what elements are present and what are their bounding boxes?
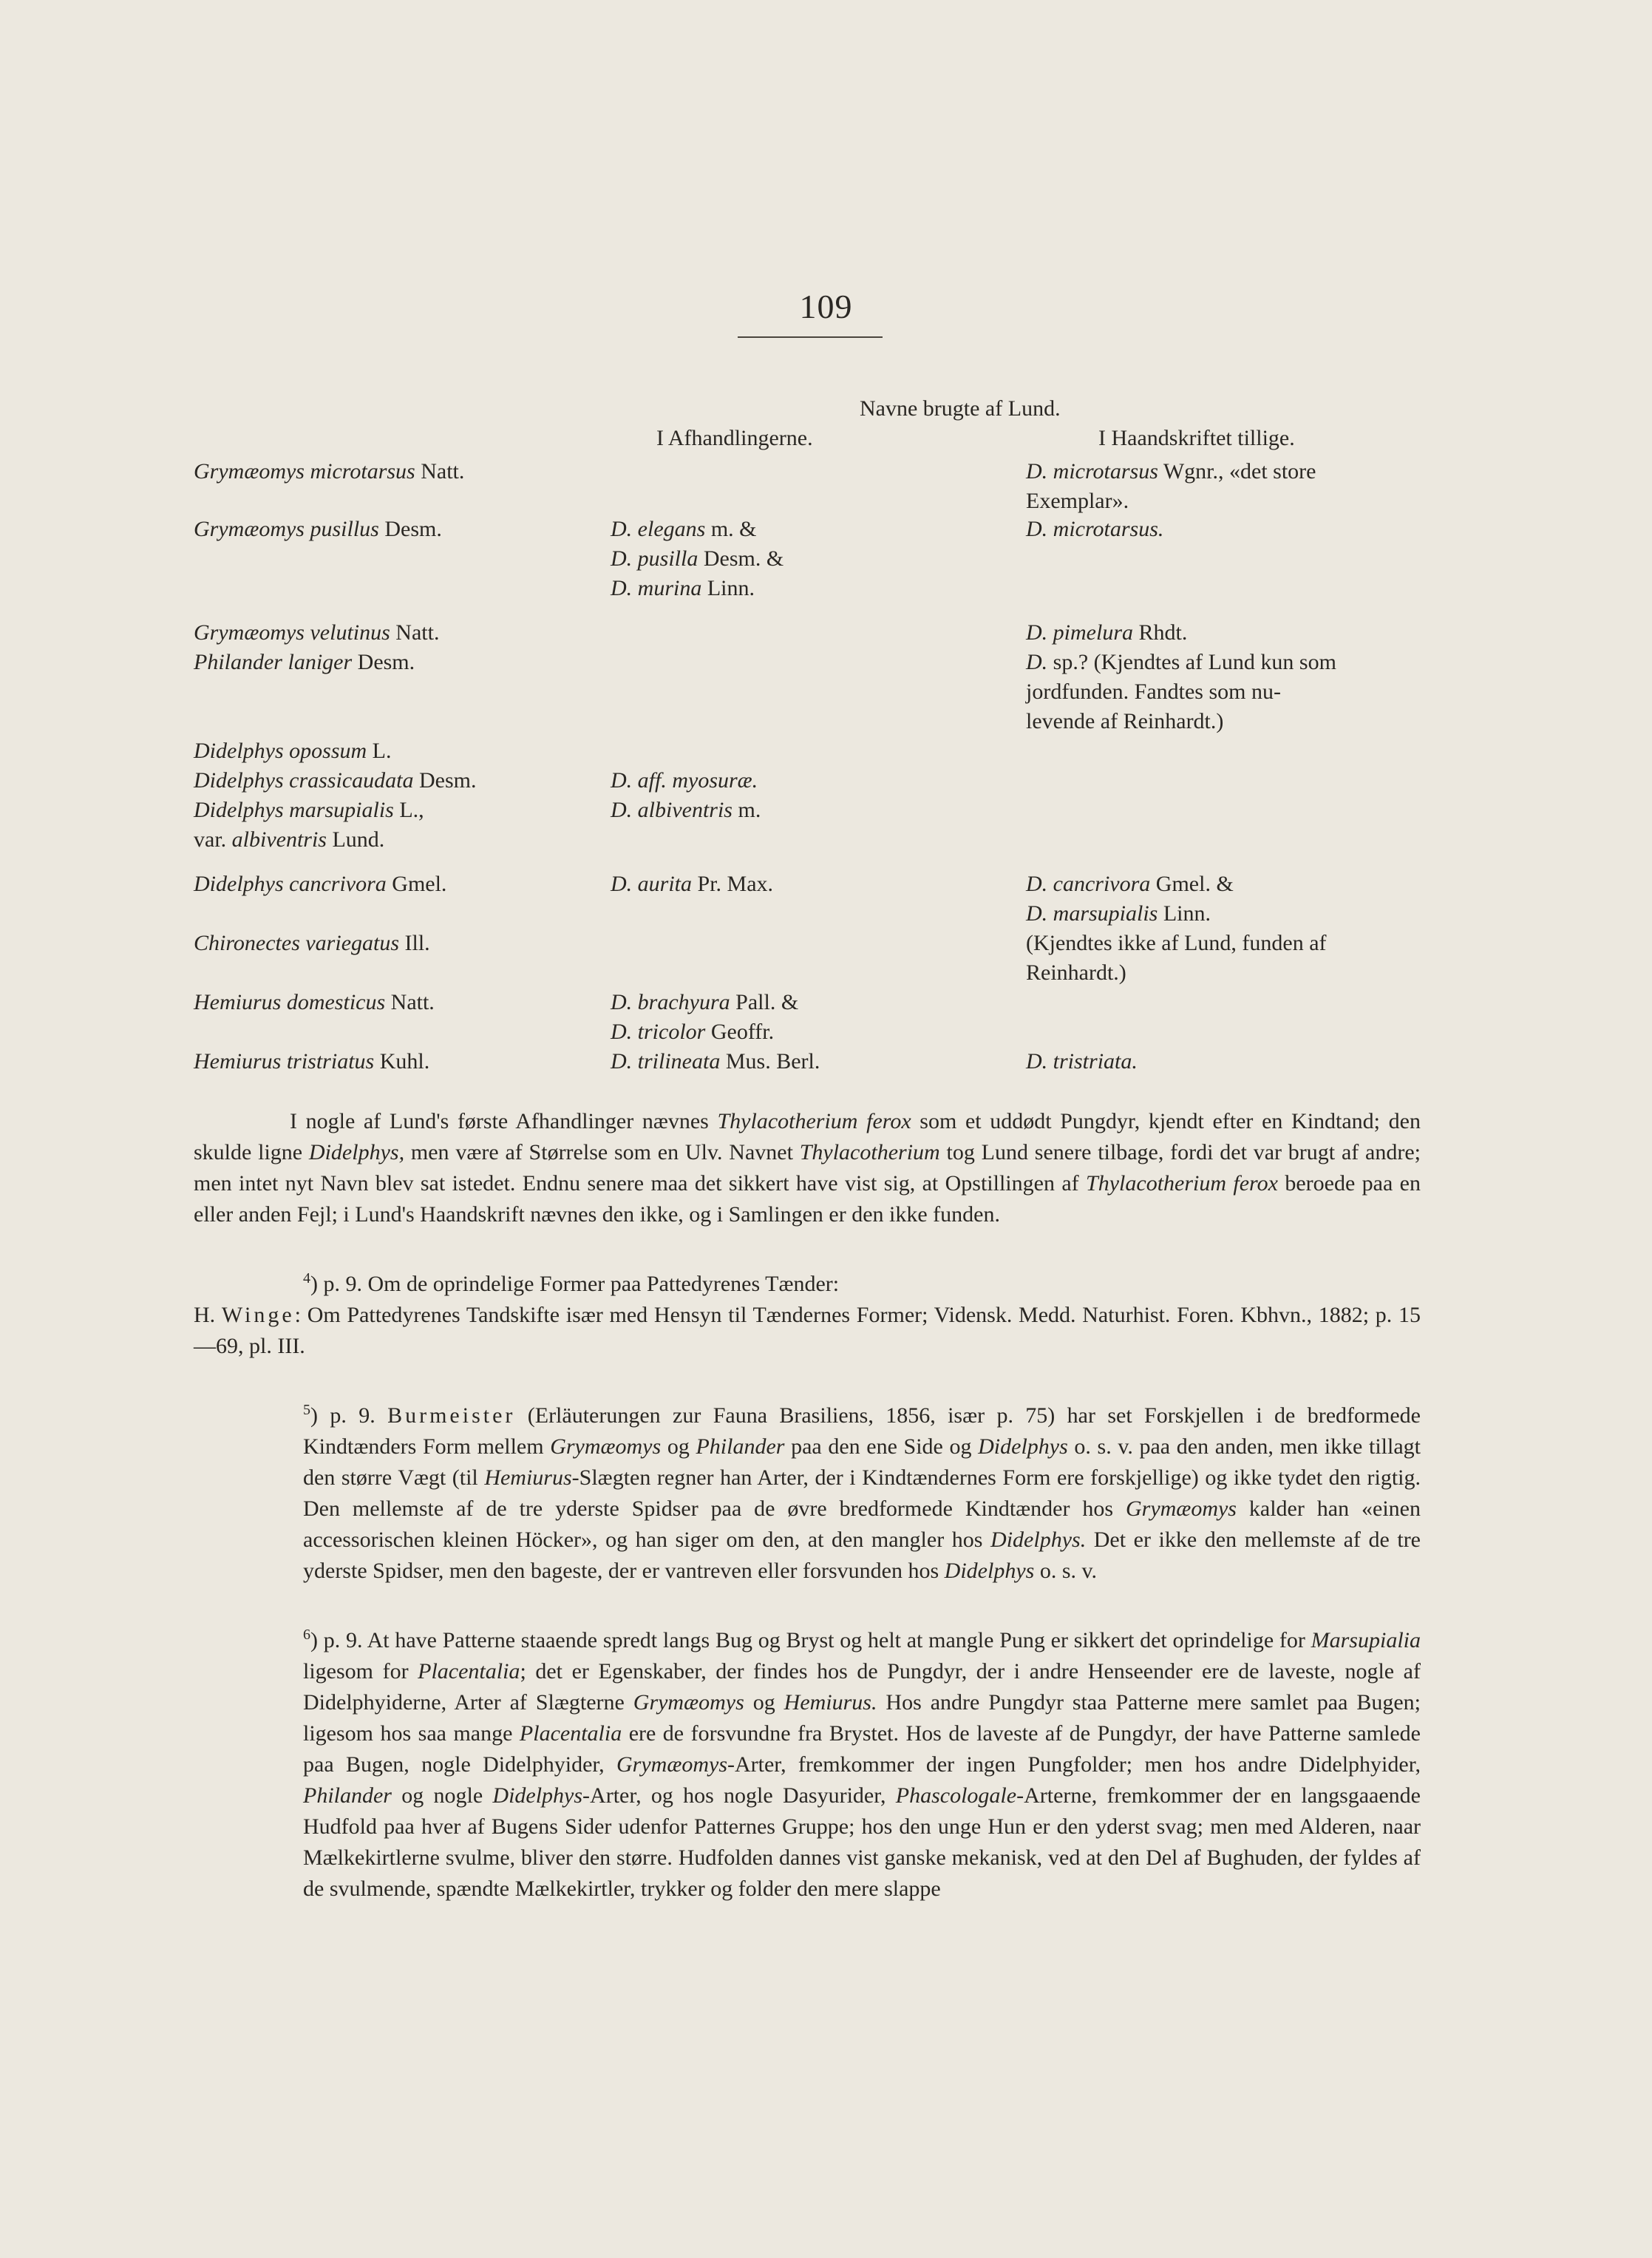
text-span: Mus. Berl.	[720, 1049, 820, 1074]
cell-line	[1026, 869, 1440, 899]
text-span: ere de forsvundne fra Brystet. Hos de laveste af de Pungdyr, der have Patterne samlede paa Bugen, nogle Didelphyider,	[303, 1721, 1421, 1777]
text-span: L.,	[393, 798, 424, 822]
italic-text: D. cancrivora	[1026, 872, 1151, 896]
table-cell-c2	[611, 515, 1024, 603]
italic-text: Grymæomys microtarsus	[194, 459, 415, 484]
footnote-number: 6	[303, 1627, 310, 1643]
footnote-paragraph	[194, 1619, 1421, 1905]
italic-text: Placentalia	[519, 1721, 622, 1746]
page-number-rule	[738, 336, 883, 338]
cell-line	[611, 515, 1024, 544]
table-cell-c1	[194, 1047, 608, 1077]
text-span: Burmeister	[387, 1403, 516, 1428]
italic-text: Thylacotherium ferox	[1086, 1171, 1278, 1196]
cell-line	[1026, 515, 1440, 544]
cell-line	[194, 988, 608, 1017]
italic-text: Didelphys opossum	[194, 739, 367, 763]
footnote-number: 5	[303, 1402, 310, 1418]
table-cell-c3	[1026, 1047, 1440, 1077]
text-span: ) p. 9.	[310, 1403, 388, 1428]
table-cell-c1	[194, 988, 608, 1017]
text-span: Natt.	[385, 990, 435, 1014]
table-cell-c2	[611, 988, 1024, 1047]
text-span: (Erläuterungen zur Fauna Brasiliens, 1856, især p. 75) har set Forskjellen i de bredformede Kindtænders Form mellem	[303, 1403, 1421, 1459]
text-span: jordfunden. Fandtes som nu-	[1026, 679, 1281, 704]
cell-line	[194, 457, 608, 486]
italic-text: Didelphys,	[308, 1140, 405, 1164]
table-cell-c2	[611, 869, 1024, 899]
text-span: ) p. 9. At have Patterne staaende spredt langs Bug og Bryst og helt at mangle Pung er sikkert det oprindelige for	[310, 1628, 1311, 1652]
cell-line	[1026, 929, 1440, 958]
italic-text: Grymæomys	[1125, 1496, 1237, 1521]
cell-line	[194, 869, 608, 899]
italic-text: Didelphys	[944, 1559, 1035, 1583]
italic-text: D. trilineata	[611, 1049, 721, 1074]
italic-text: Philander laniger	[194, 650, 353, 674]
italic-text: Hemiurus.	[783, 1690, 877, 1715]
table-cell-c3	[1026, 648, 1440, 736]
table-cell-c3	[1026, 869, 1440, 929]
table-cell-c3	[1026, 457, 1440, 516]
table-cell-c2	[611, 1047, 1024, 1077]
cell-line	[194, 736, 608, 766]
footnote-paragraph	[194, 1300, 1421, 1362]
cell-line	[611, 1047, 1024, 1077]
cell-line	[1026, 677, 1440, 707]
text-span: Rhdt.	[1133, 620, 1188, 645]
italic-text: Philander	[696, 1434, 785, 1459]
text-span: -Arterne, fremkommer der en langsgaaende Hudfold paa hver af Bugens Sider udenfor Patternes Gruppe; hos den unge Hun er den yderst svag; men med Alderen, naar Mælkekirtlerne svulme, bliver den større. Hudfolden dannes vist ganske mekanisk, ved at den Del af Bughuden, der fyldes af de svulmende, spændte Mælkekirtler, trykker og folder den mere slappe	[303, 1783, 1421, 1901]
table-cell-c1	[194, 515, 608, 544]
text-span: o. s. v.	[1034, 1559, 1098, 1583]
italic-text: Didelphys crassicaudata	[194, 768, 414, 793]
cell-line	[1026, 1047, 1440, 1077]
italic-text: Phascologale	[895, 1783, 1017, 1808]
note-paragraph	[194, 1106, 1421, 1230]
cell-line	[611, 1017, 1024, 1047]
italic-text: Chironectes variegatus	[194, 931, 400, 955]
italic-text: D.	[1026, 650, 1048, 674]
italic-text: Grymæomys pusillus	[194, 517, 379, 541]
italic-text: Didelphys cancrivora	[194, 872, 387, 896]
cell-line	[611, 988, 1024, 1017]
text-span: Linn.	[701, 576, 755, 600]
table-cell-c1	[194, 457, 608, 486]
table-cell-c2	[611, 796, 1024, 825]
text-span: m. &	[705, 517, 757, 541]
table-cell-c3	[1026, 618, 1440, 648]
table-cell-c1	[194, 869, 608, 899]
text-span: Ill.	[399, 931, 430, 955]
italic-text: D. pusilla	[611, 546, 698, 571]
italic-text: D. microtarsus.	[1026, 517, 1164, 541]
italic-text: D. murina	[611, 576, 702, 600]
italic-text: D. albiventris	[611, 798, 732, 822]
text-span: (Kjendtes ikke af Lund, funden af	[1026, 931, 1327, 955]
cell-line	[194, 515, 608, 544]
text-span: Desm. &	[698, 546, 784, 571]
table-header-main: Navne brugte af Lund.	[860, 396, 1061, 421]
cell-line	[194, 825, 608, 855]
text-span: og	[661, 1434, 696, 1459]
text-span: Gmel. &	[1150, 872, 1234, 896]
table-cell-c2	[611, 766, 1024, 796]
italic-text: Didelphys.	[990, 1528, 1087, 1552]
footnote-paragraph	[194, 1394, 1421, 1587]
text-span: som et uddødt Pungdyr, kjendt efter en Kindtand; den skulde ligne	[194, 1109, 1421, 1164]
table-cell-c1	[194, 766, 608, 796]
text-span: -Arter, og hos nogle Dasyurider,	[582, 1783, 896, 1808]
text-span: Natt.	[390, 620, 440, 645]
cell-line	[611, 544, 1024, 574]
table-cell-c1	[194, 618, 608, 648]
italic-text: Placentalia	[418, 1659, 520, 1684]
text-span: Pall. &	[730, 990, 799, 1014]
table-cell-c3	[1026, 929, 1440, 988]
text-span: Geoffr.	[705, 1020, 775, 1044]
footnote-number: 4	[303, 1270, 310, 1286]
italic-text: albiventris	[231, 827, 327, 852]
text-span: Winge	[221, 1303, 295, 1327]
italic-text: Hemiurus tristriatus	[194, 1049, 375, 1074]
text-span: Reinhardt.)	[1026, 960, 1126, 985]
text-span: ) p. 9. Om de oprindelige Former paa Pattedyrenes Tænder:	[310, 1272, 840, 1296]
italic-text: D. pimelura	[1026, 620, 1133, 645]
table-header-col3: I Haandskriftet tillige.	[1098, 426, 1295, 450]
italic-text: Grymæomys velutinus	[194, 620, 390, 645]
italic-text: D. aurita	[611, 872, 693, 896]
italic-text: Hemiurus domesticus	[194, 990, 386, 1014]
cell-line	[1026, 648, 1440, 677]
text-span: -Arter, fremkommer der ingen Pungfolder; men hos andre Didelphyider,	[727, 1752, 1421, 1777]
italic-text: Philander	[303, 1783, 392, 1808]
italic-text: D. brachyura	[611, 990, 730, 1014]
cell-line	[611, 574, 1024, 603]
italic-text: Grymæomys	[616, 1752, 728, 1777]
text-span: Desm.	[378, 517, 442, 541]
italic-text: Marsupialia	[1311, 1628, 1421, 1652]
italic-text: Hemiurus	[484, 1465, 572, 1490]
italic-text: D. elegans	[611, 517, 706, 541]
text-span: beroede paa en eller anden Fejl; i Lund's Haandskrift nævnes den ikke, og i Samlingen er den ikke funden.	[194, 1171, 1421, 1227]
text-span: Desm.	[413, 768, 477, 793]
italic-text: Didelphys	[492, 1783, 583, 1808]
cell-line	[1026, 457, 1440, 486]
text-span: sp.? (Kjendtes af Lund kun som	[1047, 650, 1336, 674]
body-text	[194, 1106, 1421, 1905]
text-span: var.	[194, 827, 232, 852]
italic-text: Thylacotherium	[799, 1140, 940, 1164]
text-span: Natt.	[415, 459, 465, 484]
italic-text: Grymæomys	[633, 1690, 744, 1715]
text-span: ; det er Egenskaber, der findes hos de Pungdyr, der i andre Henseender ere de laveste, nogle af Didelphyiderne, Arter af Slægterne	[303, 1659, 1421, 1715]
text-span: levende af Reinhardt.)	[1026, 709, 1224, 733]
text-span: Pr. Max.	[692, 872, 774, 896]
text-span: og nogle	[392, 1783, 493, 1808]
text-span: Linn.	[1158, 901, 1211, 926]
table-cell-c1	[194, 929, 608, 958]
page-number: 109	[799, 288, 853, 325]
cell-line	[611, 796, 1024, 825]
italic-text: Grymæomys	[550, 1434, 662, 1459]
text-span: m.	[732, 798, 761, 822]
text-span: Lund.	[326, 827, 385, 852]
cell-line	[194, 929, 608, 958]
text-span: men være af Størrelse som en Ulv. Navnet	[404, 1140, 800, 1164]
text-span: tog Lund senere tilbage, fordi det var brugt af andre; men intet nyt Navn blev sat istedet. Endnu senere maa det sikkert have vist sig, at Opstillingen af	[194, 1140, 1421, 1196]
cell-line	[1026, 618, 1440, 648]
footnote-paragraph	[194, 1263, 1421, 1300]
text-span: H.	[194, 1303, 222, 1327]
italic-text: D. tricolor	[611, 1020, 706, 1044]
cell-line	[611, 766, 1024, 796]
cell-line	[194, 618, 608, 648]
italic-text: Didelphys marsupialis	[194, 798, 394, 822]
table-cell-c1	[194, 648, 608, 677]
italic-text: D. aff. myosuræ.	[611, 768, 758, 793]
table-cell-c1	[194, 736, 608, 766]
cell-line	[194, 766, 608, 796]
table-header-col2: I Afhandlingerne.	[656, 426, 813, 450]
text-span: ligesom for	[303, 1659, 418, 1684]
text-span: Wgnr., «det store	[1158, 459, 1316, 484]
text-span: I nogle af Lund's første Afhandlinger nævnes	[290, 1109, 718, 1133]
text-span: og	[744, 1690, 784, 1715]
text-span: Hos andre Pungdyr staa Patterne mere samlet paa Bugen; ligesom hos saa mange	[303, 1690, 1421, 1746]
text-span: Gmel.	[386, 872, 447, 896]
text-span: Kuhl.	[374, 1049, 430, 1074]
text-span: o. s. v. paa den anden, men ikke tillagt den større Vægt (til	[303, 1434, 1421, 1490]
italic-text: D. marsupialis	[1026, 901, 1158, 926]
text-span: Det er ikke den mellemste af de tre yderste Spidser, men den bageste, der er vantreven eller forsvunden hos	[303, 1528, 1421, 1583]
text-span: -Slægten regner han Arter, der i Kindtændernes Form ere forskjellige) og ikke tydet den rigtig. Den mellemste af de tre yderste Spidser paa de øvre bredformede Kindtænder hos	[303, 1465, 1421, 1521]
table-cell-c1	[194, 796, 608, 855]
italic-text: D. tristriata.	[1026, 1049, 1138, 1074]
cell-line	[194, 648, 608, 677]
text-span: Exemplar».	[1026, 489, 1129, 513]
cell-line	[1026, 958, 1440, 988]
cell-line	[194, 1047, 608, 1077]
text-span: : Om Pattedyrenes Tandskifte især med Hensyn til Tændernes Former; Vidensk. Medd. Naturhist. Foren. Kbhvn., 1882; p. 15—69, pl. III.	[194, 1303, 1421, 1358]
text-span: kalder han «einen accessorischen kleinen Höcker», og han siger om den, at den mangler hos	[303, 1496, 1421, 1552]
italic-text: D. microtarsus	[1026, 459, 1158, 484]
italic-text: Didelphys	[978, 1434, 1068, 1459]
cell-line	[1026, 486, 1440, 516]
italic-text: Thylacotherium ferox	[717, 1109, 911, 1133]
cell-line	[1026, 707, 1440, 736]
cell-line	[194, 796, 608, 825]
cell-line	[1026, 899, 1440, 929]
table-cell-c3	[1026, 515, 1440, 544]
text-span: L.	[367, 739, 392, 763]
text-span: Desm.	[352, 650, 415, 674]
cell-line	[611, 869, 1024, 899]
text-span: paa den ene Side og	[784, 1434, 979, 1459]
